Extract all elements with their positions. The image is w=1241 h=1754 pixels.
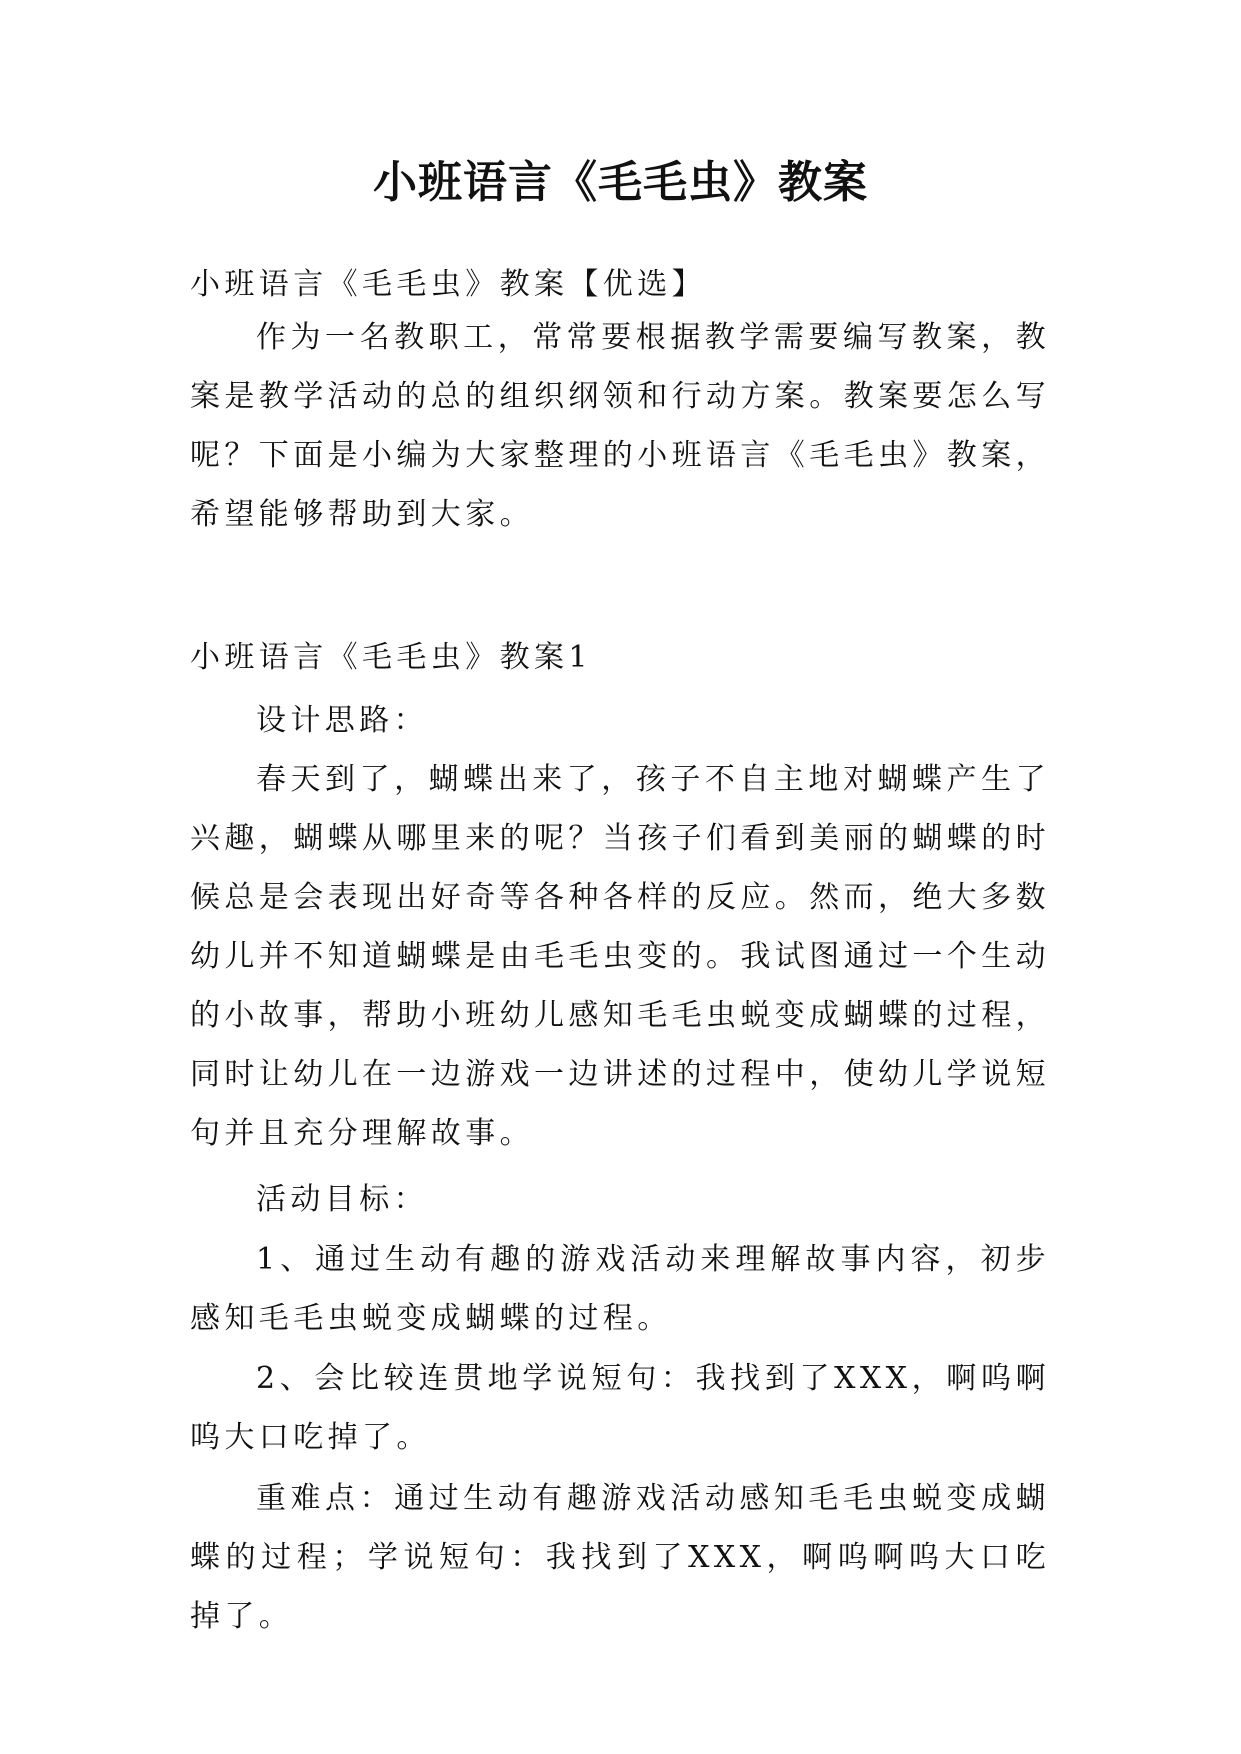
goals-label: 活动目标： <box>256 1182 428 1217</box>
document-subtitle: 小班语言《毛毛虫》教案【优选】 <box>190 267 706 302</box>
goal-item-2: 2、会比较连贯地学说短句：我找到了XXX，啊呜啊呜大口吃掉了。 <box>190 1361 1050 1455</box>
design-paragraph: 春天到了，蝴蝶出来了，孩子不自主地对蝴蝶产生了兴趣，蝴蝶从哪里来的呢？当孩子们看到美丽的蝴蝶的时候总是会表现出好奇等各种各样的反应。然而，绝大多数幼儿并不知道蝴蝶是由毛毛虫变的。我试图通过一个生动的小故事，帮助小班幼儿感知毛毛虫蜕变成蝴蝶的过程，同时让幼儿在一边游戏一边讲述的过程中，使幼儿学说短句并且充分理解故事。 <box>190 762 1050 1151</box>
design-label: 设计思路： <box>256 703 428 738</box>
intro-paragraph: 作为一名教职工，常常要根据教学需要编写教案，教案是教学活动的总的组织纲领和行动方案。教案要怎么写呢？下面是小编为大家整理的小班语言《毛毛虫》教案，希望能够帮助到大家。 <box>190 320 1050 532</box>
section-heading: 小班语言《毛毛虫》教案1 <box>190 640 592 675</box>
document-title: 小班语言《毛毛虫》教案 <box>373 157 868 208</box>
key-points-paragraph: 重难点：通过生动有趣游戏活动感知毛毛虫蜕变成蝴蝶的过程；学说短句：我找到了XXX，啊呜啊呜大口吃掉了。 <box>190 1481 1050 1634</box>
goal-item-1: 1、通过生动有趣的游戏活动来理解故事内容，初步感知毛毛虫蜕变成蝴蝶的过程。 <box>190 1242 1050 1336</box>
